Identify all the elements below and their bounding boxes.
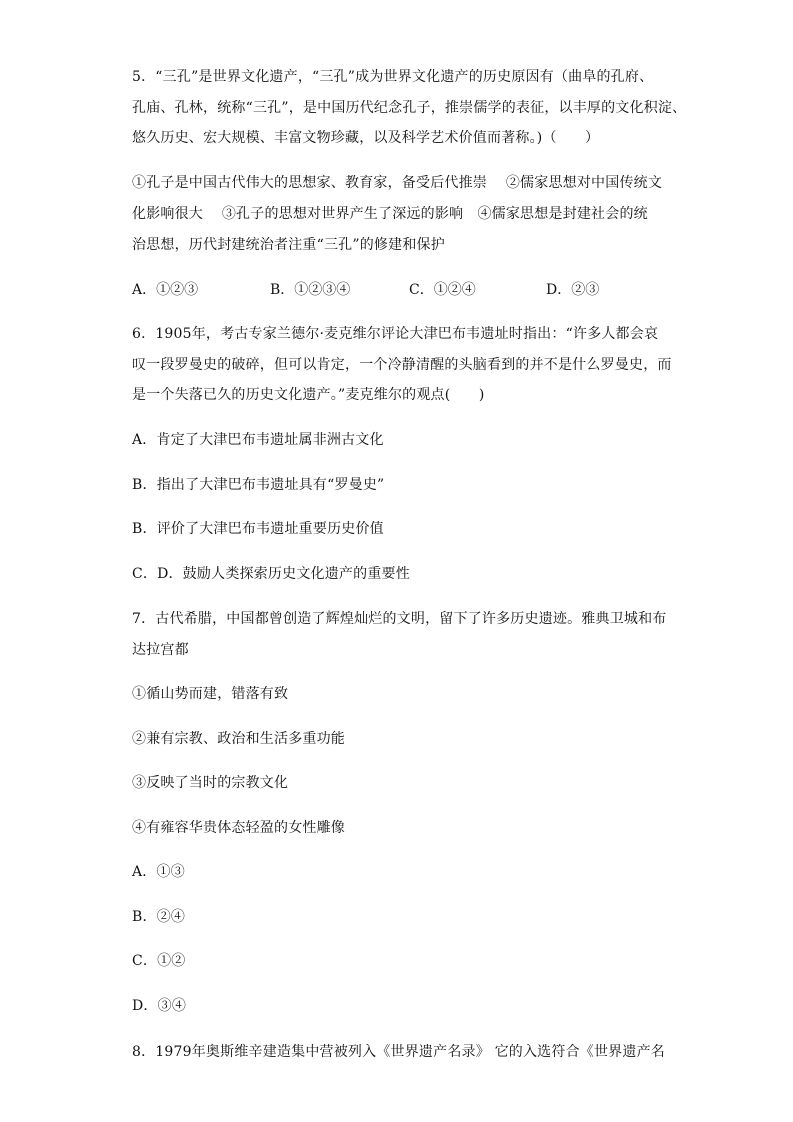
q7-option-a[interactable]: A．①③ [132, 864, 185, 880]
q6-stem-line-1: 6．1905年，考古专家兰德尔·麦克维尔评论大津巴布韦遗址时指出：“许多人都会哀 [132, 326, 659, 342]
q5-statement-line-1: ①孔子是中国古代伟大的思想家、教育家，备受后代推崇 ②儒家思想对中国传统文 [132, 175, 663, 191]
q8-stem-line-1: 8．1979年奥斯维辛建造集中营被列入《世界遗产名录》 它的入选符合《世界遗产名 [132, 1044, 665, 1060]
q6-stem-line-3: 是一个失落已久的历史文化遗产。”麦克维尔的观点( ) [132, 387, 485, 403]
q7-stem-line-1: 7．古代希腊，中国都曾创造了辉煌灿烂的文明，留下了许多历史遗迹。雅典卫城和布 [132, 611, 667, 627]
q6-option-2[interactable]: B．指出了大津巴布韦遗址具有“罗曼史” [132, 477, 385, 493]
q7-statement-4: ④有雍容华贵体态轻盈的女性雕像 [132, 820, 345, 836]
q5-stem-line-2: 孔庙、孔林，统称“三孔”，是中国历代纪念孔子，推崇儒学的表征，以丰厚的文化积淀、 [132, 100, 687, 116]
q5-statement-line-2: 化影响很大 ③孔子的思想对世界产生了深远的影响 ④儒家思想是封建社会的统 [132, 206, 648, 222]
q5-stem-line-3: 悠久历史、宏大规模、丰富文物珍藏，以及科学艺术价值而著称。)（ ） [132, 130, 600, 146]
q5-statement-line-3: 治思想，历代封建统治者注重“三孔”的修建和保护 [132, 237, 445, 253]
q5-option-c[interactable]: C．①②④ [409, 282, 476, 298]
q5-options [132, 280, 692, 300]
q6-option-1[interactable]: A．肯定了大津巴布韦遗址属非洲古文化 [132, 432, 384, 448]
q7-stem-line-2: 达拉宫都 [132, 642, 189, 658]
q5-stem-line-1: 5．“三孔”是世界文化遗产，“三孔”成为世界文化遗产的历史原因有（曲阜的孔府、 [132, 69, 654, 85]
q6-option-4[interactable]: C．D．鼓励人类探索历史文化遗产的重要性 [132, 566, 410, 582]
q7-option-b[interactable]: B．②④ [132, 909, 186, 925]
q7-statement-2: ②兼有宗教、政治和生活多重功能 [132, 731, 345, 747]
q5-option-d[interactable]: D．②③ [546, 282, 600, 298]
q7-option-c[interactable]: C．①② [132, 953, 186, 969]
q7-option-d[interactable]: D．③④ [132, 998, 187, 1014]
q7-statement-3: ③反映了当时的宗教文化 [132, 775, 289, 791]
q6-stem-line-2: 叹一段罗曼史的破碎，但可以肯定，一个冷静清醒的头脑看到的并不是什么罗曼史，而 [132, 357, 672, 373]
q6-option-3[interactable]: B．评价了大津巴布韦遗址重要历史价值 [132, 521, 384, 537]
q5-option-b[interactable]: B．①②③④ [270, 282, 351, 298]
q5-option-a[interactable]: A．①②③ [132, 282, 199, 298]
q7-statement-1: ①循山势而建，错落有致 [132, 686, 289, 702]
